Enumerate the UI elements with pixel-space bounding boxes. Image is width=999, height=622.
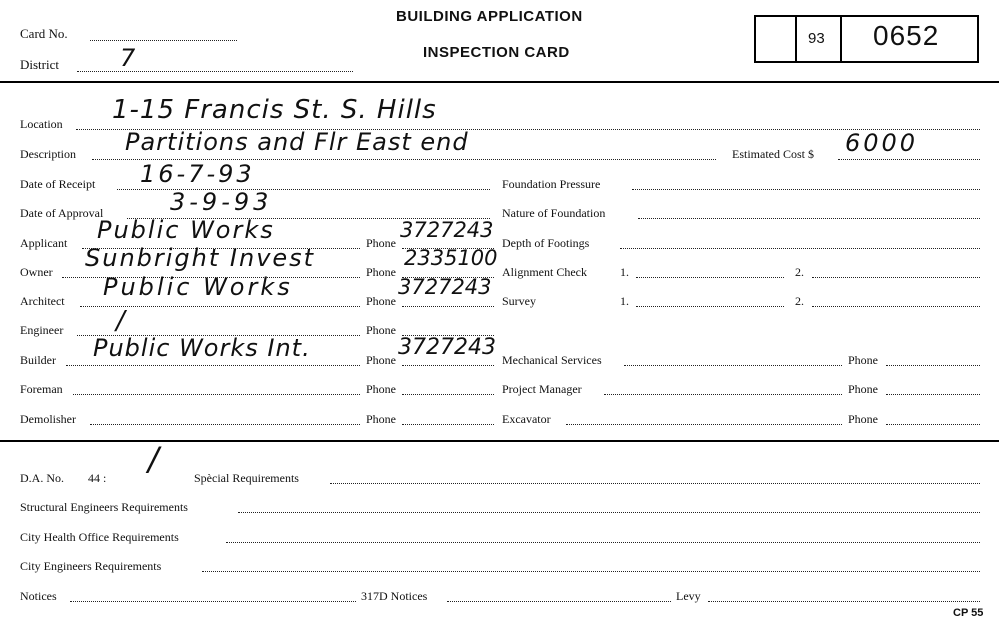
applicant-label: Applicant <box>20 236 68 250</box>
card-no-dots <box>90 40 237 41</box>
builder-phone-label: Phone <box>366 353 396 367</box>
nature-foundation-dots <box>638 218 980 219</box>
district-value: 7 <box>120 44 137 72</box>
date-approval-value: 3-9-93 <box>170 188 273 216</box>
form-code: CP 55 <box>953 607 984 619</box>
mechanical-phone-dots <box>886 365 980 366</box>
city-engineers-label: City Engineers Requirements <box>20 559 162 573</box>
mechanical-phone-label: Phone <box>848 353 878 367</box>
levy-label: Levy <box>676 589 701 603</box>
foreman-phone-dots <box>402 394 494 395</box>
foundation-pressure-label: Foundation Pressure <box>502 177 601 191</box>
alignment-check-label: Alignment Check <box>502 265 587 279</box>
da-no-value: 44 : <box>88 471 107 485</box>
foundation-pressure-dots <box>632 189 980 190</box>
owner-value: Sunbright Invest <box>85 244 316 272</box>
city-engineers-dots <box>202 571 980 572</box>
builder-dots <box>66 365 360 366</box>
location-label: Location <box>20 117 63 131</box>
date-approval-label: Date of Approval <box>20 206 104 220</box>
box-divider-2 <box>840 15 842 63</box>
levy-dots <box>708 601 980 602</box>
title-line1: BUILDING APPLICATION <box>396 8 583 25</box>
notices-317d-dots <box>447 601 671 602</box>
applicant-phone: 3727243 <box>400 218 494 242</box>
card-number: 0652 <box>873 20 940 51</box>
card-no-label: Card No. <box>20 26 68 41</box>
foreman-phone-label: Phone <box>366 382 396 396</box>
card-number-box <box>754 15 979 63</box>
builder-value: Public Works Int. <box>93 334 311 362</box>
survey-item2: 2. <box>795 294 804 308</box>
architect-phone: 3727243 <box>398 275 492 299</box>
depth-footings-label: Depth of Footings <box>502 236 590 250</box>
special-requirements-dots <box>330 483 980 484</box>
notices-label: Notices <box>20 589 57 603</box>
description-value: Partitions and Flr East end <box>125 128 469 156</box>
mechanical-label: Mechanical Services <box>502 353 602 367</box>
city-health-label: City Health Office Requirements <box>20 530 179 544</box>
date-receipt-label: Date of Receipt <box>20 177 96 191</box>
structural-label: Structural Engineers Requirements <box>20 500 188 514</box>
location-value: 1-15 Francis St. S. Hills <box>112 95 437 125</box>
owner-label: Owner <box>20 265 53 279</box>
city-health-dots <box>226 542 980 543</box>
alignment-item1-dots <box>636 277 784 278</box>
builder-phone-dots <box>402 365 494 366</box>
box-divider-1 <box>795 15 797 63</box>
owner-phone-label: Phone <box>366 265 396 279</box>
da-no-mark: / <box>148 440 160 478</box>
architect-label: Architect <box>20 294 65 308</box>
survey-item2-dots <box>812 306 980 307</box>
survey-item1-dots <box>636 306 784 307</box>
demolisher-dots <box>90 424 360 425</box>
notices-dots <box>70 601 356 602</box>
estimated-cost-dots <box>838 159 980 160</box>
excavator-label: Excavator <box>502 412 551 426</box>
alignment-item1: 1. <box>620 265 629 279</box>
estimated-cost-value: 6000 <box>845 129 919 157</box>
date-receipt-value: 16-7-93 <box>140 160 255 188</box>
estimated-cost-label: Estimated Cost $ <box>732 147 814 161</box>
architect-value: Public Works <box>103 273 293 301</box>
district-label: District <box>20 57 59 72</box>
nature-foundation-label: Nature of Foundation <box>502 206 606 220</box>
architect-phone-dots <box>402 306 494 307</box>
alignment-item2-dots <box>812 277 980 278</box>
architect-phone-label: Phone <box>366 294 396 308</box>
depth-footings-dots <box>620 248 980 249</box>
excavator-phone-dots <box>886 424 980 425</box>
alignment-item2: 2. <box>795 265 804 279</box>
demolisher-phone-dots <box>402 424 494 425</box>
project-manager-label: Project Manager <box>502 382 582 396</box>
da-no-label: D.A. No. <box>20 471 64 485</box>
structural-dots <box>238 512 980 513</box>
mechanical-dots <box>624 365 842 366</box>
special-requirements-label: Spècial Requirements <box>194 471 299 485</box>
project-manager-phone-dots <box>886 394 980 395</box>
notices-317d-label: 317D Notices <box>361 589 428 603</box>
project-manager-dots <box>604 394 842 395</box>
builder-phone: 3727243 <box>398 335 496 360</box>
applicant-phone-label: Phone <box>366 236 396 250</box>
owner-phone: 2335100 <box>404 246 498 270</box>
header-rule <box>0 81 999 83</box>
engineer-value: / <box>116 306 126 336</box>
title-line2: INSPECTION CARD <box>423 44 570 61</box>
card-year: 93 <box>808 30 825 47</box>
demolisher-phone-label: Phone <box>366 412 396 426</box>
district-dots <box>77 71 353 72</box>
excavator-phone-label: Phone <box>848 412 878 426</box>
project-manager-phone-label: Phone <box>848 382 878 396</box>
builder-label: Builder <box>20 353 56 367</box>
foreman-label: Foreman <box>20 382 63 396</box>
engineer-phone-label: Phone <box>366 323 396 337</box>
survey-label: Survey <box>502 294 536 308</box>
description-label: Description <box>20 147 76 161</box>
engineer-label: Engineer <box>20 323 64 337</box>
survey-item1: 1. <box>620 294 629 308</box>
foreman-dots <box>73 394 360 395</box>
excavator-dots <box>566 424 842 425</box>
applicant-value: Public Works <box>97 216 275 244</box>
demolisher-label: Demolisher <box>20 412 76 426</box>
